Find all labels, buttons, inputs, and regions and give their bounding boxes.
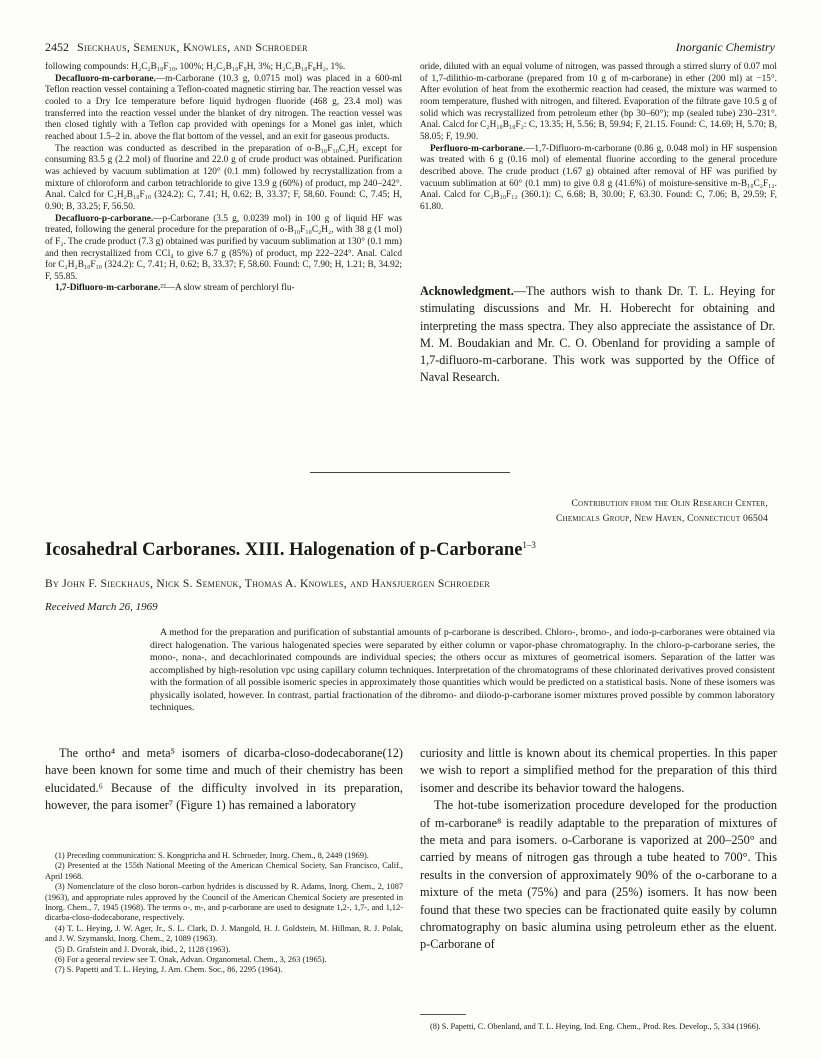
paragraph: 1,7-Difluoro-m-carborane.²²—A slow stream of perchloryl flu-: [55, 283, 295, 294]
body-left-column: [45, 745, 403, 815]
footnote-rule: [420, 1014, 466, 1015]
paragraph: Decafluoro-m-carborane.—m-Carborane (10.3 g, 0.0715 mol) was placed in a 600-ml Teflon reaction vessel containing a Teflon-coated magnetic stirring bar. The reaction vessel was cooled to a Dry Ice temperature before liquid hydrogen fluoride (468 g, 23.4 mol) was transferred into the reaction vessel under the blanket of dry nitrogen. The reaction vessel was then closed tightly with a Teflon cap provided with openings for a Monel gas inlet, which reached about 1.5–2 in. above the flat bottom of the vessel, and an exit for gaseous products.: [45, 73, 402, 142]
section-divider: [310, 472, 510, 473]
paragraph: The reaction was conducted as described in the preparation of o-B₁₀F₁₀C₂H₂ except for consuming 83.5 g (2.2 mol) of fluorine and 22.0 g of crude product was obtained. Purification was achieved by vacuum sublimation at 120° (0.1 mm) followed by recrystallization from a mixture of chloroform and carbon tetrachloride to give 13.9 g (60%) of product, mp 240–242°. Anal. Calcd for C₂H₂B₁₀F₁₀ (324.2): C, 7.41; H, 0.62; B, 33.37; F, 58.60. Found: C, 7.45; H, 0.90; B, 33.25; F, 56.50.: [45, 143, 402, 212]
byline: By John F. Sieckhaus, Nick S. Semenuk, Thomas A. Knowles, and Hansjuergen Schroeder: [45, 578, 491, 590]
footnote: (5) D. Grafstein and J. Dvorak, ibid., 2, 1128 (1963).: [55, 944, 231, 954]
page-number: 2452: [45, 40, 69, 54]
journal-name: Inorganic Chemistry: [675, 40, 775, 54]
experimental-left-column: [45, 62, 402, 295]
affiliation-line: Chemicals Group, New Haven, Connecticut 06504: [556, 513, 768, 524]
running-head-authors: Sieckhaus, Semenuk, Knowles, and Schroeder: [77, 40, 308, 54]
body-right-column: [420, 745, 777, 954]
running-head: [45, 40, 775, 58]
acknowledgment-text: —The authors wish to thank Dr. T. L. Heying for stimulating discussions and Mr. H. Hoberecht for obtaining and interpreting the mass spectra. They also appreciate the assistance of Dr. M. M. Boudakian and Mr. C. O. Obenland for providing a sample of 1,7-difluoro-m-carborane. This work was supported by the Office of Naval Research.: [420, 284, 775, 385]
paragraph: The hot-tube isomerization procedure developed for the production of m-carborane⁸ is readily adaptable to the preparation of mixtures of the meta and para isomers. o-Carborane is vaporized at 200–250° and carried by means of nitrogen gas through a tube heated to 700°. This results in the conversion of approximately 90% of the o-carborane to a mixture of the meta (75%) and para (25%) isomers. It has now been found that these two species can be fractionated quite easily by column chromatography on basic alumina using petroleum ether as the eluent. p-Carborane of: [420, 798, 777, 952]
paragraph: oride, diluted with an equal volume of nitrogen, was passed through a stirred slurry of 0.07 mol of 1,7-dilithio-m-carborane (prepared from 10 g of m-carborane) in ether (200 ml) at −15°. After evolution of heat from the exothermic reaction had ceased, the mixture was warmed to room temperature, flushed with nitrogen, and filtered. Evaporation of the filtrate gave 10.5 g of solid which was recrystallized from petroleum ether (bp 30–60°); mp (sealed tube) 230–231°. Anal. Calcd for C₂H₁₀B₁₀F₂: C, 13.35; H, 5.56; B, 59.94; F, 21.15. Found: C, 14.69; H, 5.70; B, 58.05; F, 19.90.: [420, 62, 777, 142]
footnote: (4) T. L. Heying, J. W. Ager, Jr., S. L. Clark, D. J. Mangold, H. J. Goldstein, M. Hillman, R. J. Polak, and J. W. Szymanski, Inorg. Chem., 2, 1089 (1963).: [45, 923, 403, 944]
paragraph: Perfluoro-m-carborane.—1,7-Difluoro-m-carborane (0.86 g, 0.048 mol) in HF suspension was treated with 6 g (0.16 mol) of elemental fluorine according to the general procedure described above. The crude product (1.67 g) obtained after removal of HF was purified by vacuum sublimation at 60° (0.1 mm) to give 0.8 g (41.6%) of moisture-sensitive m-B₁₀C₂F₁₂. Anal. Calcd for C₂B₁₀F₁₂ (360.1): C, 6.68; B, 30.00; F, 63.30. Found: C, 7.06; B, 29.59; F, 61.80.: [420, 143, 777, 212]
contribution-affiliation: [440, 496, 768, 526]
title-footnote-marks: 1–3: [522, 540, 536, 550]
paragraph: following compounds: H₂C₂B₁₀F₁₀, 100%; H₂C₂B₁₀F₉H, 3%; H₂C₂B₁₀F₈H₂, 1%.: [45, 62, 346, 72]
paragraph: curiosity and little is known about its chemical properties. In this paper we wish to report a simplified method for the preparation of this third isomer and describe its behavior toward the halogens.: [420, 746, 777, 795]
footnotes-right: [420, 1022, 777, 1032]
received-date: Received March 26, 1969: [45, 601, 158, 613]
abstract: [150, 627, 775, 715]
footnote: (6) For a general review see T. Onak, Advan. Organometal. Chem., 3, 263 (1965).: [55, 955, 327, 965]
footnotes-left: [45, 851, 403, 976]
footnote: (2) Presented at the 155th National Meeting of the American Chemical Society, San Francisco, Calif., April 1968.: [45, 861, 403, 881]
abstract-text: A method for the preparation and purification of substantial amounts of p-carborane is described. Chloro-, bromo-, and iodo-p-carboranes were obtained via direct halogenation. The various halogenated species were separated by either column or vapor-phase chromatography. In the chloro-p-carborane series, the mono-, nona-, and decachlorinated compounds are individual species; the others occur as mixtures of geometrical isomers. Separation of the latter was accomplished by high-resolution vpc using capillary column techniques. Interpretation of the chromatograms of these chlorinated derivatives proved consistent with the formation of all possible isomeric species in approximately those quantities which would be predicted on a statistical basis. None of these isomers was physically isolated, however. In contrast, partial fractionation of the dibromo- and diiodo-p-carborane isomer mixtures proved possible by common laboratory techniques.: [150, 627, 775, 713]
footnote: (1) Preceding communication: S. Kongpricha and H. Schroeder, Inorg. Chem., 8, 2449 (1969).: [55, 851, 369, 860]
footnote: (7) S. Papetti and T. L. Heying, J. Am. Chem. Soc., 86, 2295 (1964).: [55, 965, 283, 975]
paragraph: The ortho⁴ and meta⁵ isomers of dicarba-closo-dodecaborane(12) have been known for some time and much of their chemistry has been elucidated.⁶ Because of the difficulty involved in its preparation, however, the para isomer⁷ (Figure 1) has remained a laboratory: [45, 746, 403, 813]
experimental-right-column: [420, 62, 777, 214]
footnote: (8) S. Papetti, C. Obenland, and T. L. Heying, Ind. Eng. Chem., Prod. Res. Develop., 5, 334 (1966).: [430, 1022, 761, 1031]
acknowledgment: [420, 283, 775, 387]
acknowledgment-heading: Acknowledgment.: [420, 284, 514, 298]
footnote: (3) Nomenclature of the closo boron–carbon hydrides is discussed by R. Adams, Inorg. Chem., 2, 1087 (1963), and appropriate rules approved by the Council of the American Chemical Society are presented in Inorg. Chem., 7, 1945 (1968). The terms o-, m-, and p-carborane are used to designate 1,2-, 1,7-, and 1,12-dicarba-closo-dodecaborane, respectively.: [45, 882, 403, 923]
paragraph: Decafluoro-p-carborane.—p-Carborane (3.5 g, 0.0239 mol) in 100 g of liquid HF was treated, following the general procedure for the preparation of o-B₁₀F₁₀C₂H₂, with 38 g (1 mol) of F₂. The crude product (7.3 g) obtained was purified by vacuum sublimation at 130° (0.1 mm) and then recrystallized from CCl₄ to give 6.7 g (85%) of product, mp 222–224°. Anal. Calcd for C₂H₂B₁₀F₁₀ (324.2): C, 7.41; H, 0.62; B, 33.37; F, 58.60. Found: C, 7.90; H, 1.21; B, 34.92; F, 55.85.: [45, 213, 402, 282]
affiliation-line: Contribution from the Olin Research Center,: [571, 498, 768, 509]
article-title: Icosahedral Carboranes. XIII. Halogenation of p-Carborane$^{1-3}$: [45, 540, 536, 561]
